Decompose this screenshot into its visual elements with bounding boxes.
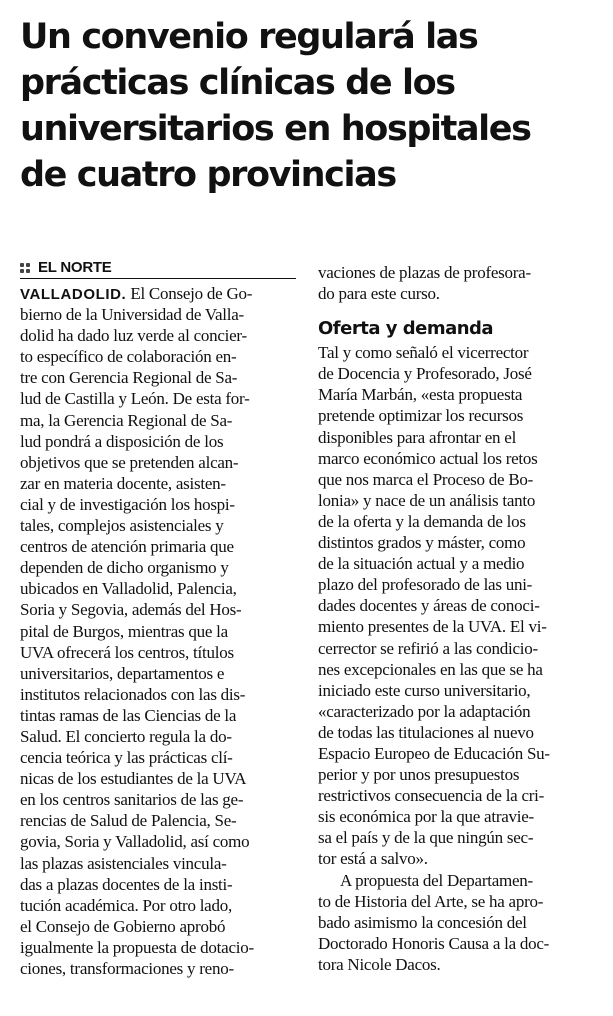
text-line: perior y por unos presupuestos bbox=[318, 765, 520, 785]
text-line: de la situación actual y a medio bbox=[318, 554, 525, 574]
text-line: María Marbán, «esta propuesta bbox=[318, 385, 523, 405]
headline bbox=[20, 14, 605, 198]
text-line: lud de Castilla y León. De esta for- bbox=[20, 389, 250, 409]
text-line: objetivos que se pretenden alcan- bbox=[20, 452, 239, 472]
text-line: rencias de Salud de Palencia, Se- bbox=[20, 811, 237, 831]
column-left bbox=[20, 258, 296, 979]
text-line: ciones, transformaciones y reno- bbox=[20, 959, 234, 978]
text-line: ma, la Gerencia Regional de Sa- bbox=[20, 410, 233, 430]
text-line bbox=[20, 283, 296, 304]
text-line: de todas las titulaciones al nuevo bbox=[318, 722, 534, 742]
text-line: cencia teórica y las prácticas clí- bbox=[20, 748, 233, 768]
subhead: Oferta y demanda bbox=[318, 318, 494, 340]
text-line: bierno de la Universidad de Valla- bbox=[20, 305, 244, 325]
text-line: lud pondrá a disposición de los bbox=[20, 431, 224, 451]
text-line: tor está a salvo». bbox=[318, 849, 428, 869]
text-line: A propuesta del Departamen- bbox=[340, 870, 533, 890]
text-line: Salud. El concierto regula la do- bbox=[20, 726, 232, 746]
text-line: vaciones de plazas de profesora- bbox=[318, 263, 531, 282]
text-line: «caracterizado por la adaptación bbox=[318, 701, 531, 721]
text-line: to de Historia del Arte, se ha apro- bbox=[318, 891, 544, 911]
text-line: dependen de dicho organismo y bbox=[20, 558, 229, 578]
text-line: das a plazas docentes de la insti- bbox=[20, 874, 233, 894]
text-line: el Consejo de Gobierno aprobó bbox=[20, 916, 226, 936]
right-body-top bbox=[318, 262, 602, 304]
text-line: igualmente la propuesta de dotacio- bbox=[20, 937, 254, 957]
text-line: dades docentes y áreas de conoci- bbox=[318, 596, 540, 616]
text-line: Doctorado Honoris Causa a la doc- bbox=[318, 933, 550, 953]
text-line: las plazas asistenciales vincula- bbox=[20, 853, 227, 873]
text-line: do para este curso. bbox=[318, 284, 440, 304]
source-name: EL NORTE bbox=[38, 259, 112, 277]
text-line: tora Nicole Dacos. bbox=[318, 954, 441, 974]
text-line: pital de Burgos, mientras que la bbox=[20, 621, 228, 641]
text-line: marco económico actual los retos bbox=[318, 448, 538, 468]
dateline: VALLADOLID. bbox=[20, 286, 127, 303]
text-line: zar en materia docente, asisten- bbox=[20, 473, 226, 493]
text-line: tintas ramas de las Ciencias de la bbox=[20, 705, 237, 725]
right-body-main bbox=[318, 342, 602, 869]
text-line: sa el país y de la que ningún sec- bbox=[318, 828, 534, 848]
text-line: institutos relacionados con las dis- bbox=[20, 684, 246, 704]
text-line: dolid ha dado luz verde al concier- bbox=[20, 326, 247, 346]
text-line: nes excepcionales en las que se ha bbox=[318, 659, 543, 679]
text-line: govia, Soria y Valladolid, así como bbox=[20, 832, 250, 852]
text-line: disponibles para afrontar en el bbox=[318, 427, 517, 447]
text-line: to específico de colaboración en- bbox=[20, 347, 237, 367]
text-line: cerrector se refirió a las condicio- bbox=[318, 638, 538, 658]
text-line: lonia» y nace de un análisis tanto bbox=[318, 490, 536, 510]
column-right bbox=[318, 262, 602, 975]
source-byline bbox=[20, 258, 296, 279]
text-line: centros de atención primaria que bbox=[20, 537, 234, 557]
text-line: restrictivos consecuencia de la cri- bbox=[318, 786, 545, 806]
text-line: ubicados en Valladolid, Palencia, bbox=[20, 579, 237, 599]
text-line: Soria y Segovia, además del Hos- bbox=[20, 600, 242, 620]
headline-line: universitarios en hospitales bbox=[20, 109, 531, 149]
text-line: iniciado este curso universitario, bbox=[318, 680, 531, 700]
left-body bbox=[20, 283, 296, 979]
text-line: Tal y como señaló el vicerrector bbox=[318, 343, 529, 363]
headline-line: Un convenio regulará las bbox=[20, 17, 478, 57]
headline-line: prácticas clínicas de los bbox=[20, 63, 455, 103]
text-line: tre con Gerencia Regional de Sa- bbox=[20, 368, 238, 388]
text-line: cial y de investigación los hospi- bbox=[20, 494, 235, 514]
text-line: plazo del profesorado de las uni- bbox=[318, 575, 533, 595]
text-line: Espacio Europeo de Educación Su- bbox=[318, 743, 550, 763]
text-line: sis económica por la que atravie- bbox=[318, 807, 534, 827]
text-line: universitarios, departamentos e bbox=[20, 663, 225, 683]
text-line: tución académica. Por otro lado, bbox=[20, 895, 232, 915]
text-line: en los centros sanitarios de las ge- bbox=[20, 790, 244, 810]
headline-line: de cuatro provincias bbox=[20, 155, 396, 195]
text-line: de la oferta y la demanda de los bbox=[318, 511, 526, 531]
text-line: UVA ofrecerá los centros, títulos bbox=[20, 642, 234, 662]
text-line: miento presentes de la UVA. El vi- bbox=[318, 617, 547, 637]
bullet-dots-icon bbox=[20, 263, 30, 273]
right-body-last bbox=[318, 870, 602, 975]
text-line: pretende optimizar los recursos bbox=[318, 406, 524, 426]
text-segment: El Consejo de Go- bbox=[130, 284, 253, 303]
text-line: que nos marca el Proceso de Bo- bbox=[318, 469, 534, 489]
text-line: bado asimismo la concesión del bbox=[318, 912, 527, 932]
text-line: distintos grados y máster, como bbox=[318, 533, 526, 553]
text-line: nicas de los estudiantes de la UVA bbox=[20, 769, 247, 789]
text-line: de Docencia y Profesorado, José bbox=[318, 364, 532, 384]
text-line: tales, complejos asistenciales y bbox=[20, 516, 224, 536]
